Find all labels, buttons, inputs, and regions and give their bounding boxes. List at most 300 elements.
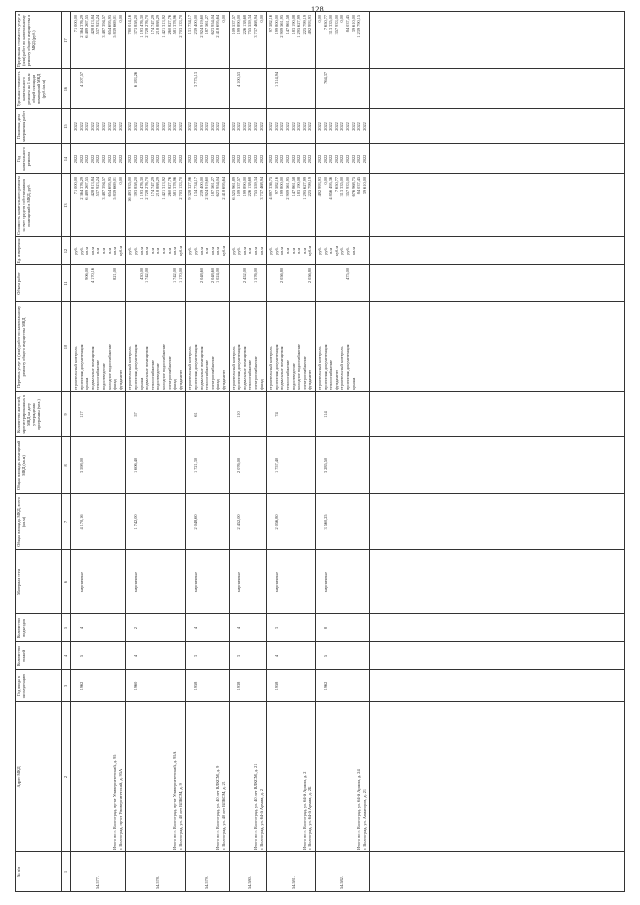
record-specific-cost: 764,37 [322, 72, 328, 84]
work-unit: кв.м [84, 247, 90, 255]
work-end-year: 2022 [258, 122, 264, 131]
work-end-year: 2022 [95, 122, 101, 131]
column-header: Стоимость капитального ремонта за счет средств собственников помещений в МКД, руб. [16, 176, 31, 235]
work-limit: 2 703 133,70 [177, 15, 183, 38]
work-year: 2022 [307, 154, 313, 164]
column-rule [15, 11, 625, 12]
column-rule [15, 641, 625, 642]
work-unit: п.м [328, 247, 334, 255]
record-address: г. Волгоград, пр-кт Университетский, д. 95А [117, 768, 123, 850]
work-year: 2022 [361, 154, 367, 164]
work-end-year: 2022 [187, 122, 193, 131]
work-unit: кв.м [279, 247, 285, 255]
work-name: строительный контроль [127, 346, 133, 390]
work-unit: руб. [230, 247, 236, 255]
record-material: кирпичные [193, 571, 198, 593]
work-end-year: 2022 [290, 122, 296, 131]
record-rule [369, 12, 370, 892]
work-limit: 147 861,58 [285, 15, 290, 35]
work-year: 2022 [112, 154, 118, 164]
work-limit: 6 489 267,55 [84, 15, 90, 38]
work-volume: 1 576,00 [253, 268, 258, 284]
work-name: водоотведение [101, 363, 106, 390]
record-area-premises: 1 606,40 [133, 457, 138, 474]
column-number: 14 [63, 156, 68, 162]
record-year: 1962 [78, 681, 84, 691]
work-year: 2022 [149, 154, 155, 164]
work-volume: 2 056,80 [307, 268, 313, 284]
work-unit: п.м [166, 247, 172, 255]
work-end-year: 2022 [328, 122, 334, 131]
work-cost: 199 890,00 [241, 177, 247, 197]
work-name: строительный контроль [268, 346, 274, 390]
work-limit: 2 909 561,95 [279, 15, 285, 38]
column-header: Год ввода в эксплуатацию [16, 673, 26, 699]
record-total-line: Итого по г. Волгоград, ул. 64-й Армии, д. 24 [356, 769, 362, 850]
work-name: проектная документация [236, 344, 242, 390]
work-limit: 174 747,29 [149, 15, 155, 35]
work-limit: 2 364 376,29 [78, 15, 84, 38]
work-end-year: 2022 [101, 122, 106, 131]
column-header: Материал стен [16, 569, 21, 595]
work-cost: 492 993,93 [317, 177, 322, 197]
work-cost: 9 328 327,96 [187, 177, 193, 200]
work-name: строительный контроль [230, 346, 236, 390]
record-specific-cost: 1 314,94 [273, 72, 279, 88]
work-name: фундамент [307, 369, 313, 390]
work-unit: руб. [236, 247, 242, 255]
work-year: 2022 [317, 154, 322, 164]
work-cost: 39 610,00 [361, 177, 367, 195]
record-area-premises: 2 076,00 [236, 457, 242, 474]
record-total-line: Итого по г. Волгоград, пр-кт Университетский, д. 95А [172, 751, 178, 850]
work-unit: кв.м [258, 247, 264, 255]
work-year: 2022 [221, 154, 226, 164]
work-end-year: 2022 [333, 122, 339, 131]
work-limit: 5 839 669,01 [112, 15, 118, 38]
work-year: 2022 [290, 154, 296, 164]
work-limit: 187 561,27 [204, 15, 210, 35]
work-year: 2022 [253, 154, 258, 164]
column-header: Плановая дата завершения работ [16, 110, 26, 143]
column-rule [15, 549, 625, 550]
work-volume: 1 170,00 [177, 268, 183, 284]
record-residents: 57 [133, 412, 138, 417]
work-unit: куб.м [117, 245, 123, 257]
work-year: 2022 [101, 154, 106, 164]
work-limit: 492 993,93 [307, 15, 313, 35]
work-unit: кв.м [350, 247, 356, 255]
work-cost: 428 813,84 [89, 177, 95, 197]
work-end-year: 2022 [117, 122, 123, 131]
work-name: теплоснабжение [95, 359, 101, 390]
record-area-premises: 1 757,40 [273, 457, 279, 474]
work-cost: 4 897 336,75 [268, 177, 274, 200]
work-limit: 755 559,34 [247, 15, 253, 35]
work-cost: 16 493 935,00 [127, 177, 133, 202]
work-end-year: 2022 [230, 122, 236, 131]
work-cost: 134 734,17 [193, 177, 198, 197]
work-year: 2022 [133, 154, 138, 164]
column-rule [15, 613, 625, 614]
work-limit: 225 799,19 [301, 15, 307, 35]
work-limit: 199 800,00 [273, 15, 279, 35]
work-name: подвальные помещения [241, 346, 247, 390]
work-name: строительный контроль [317, 346, 322, 390]
record-total-line: Итого по г. Волгоград, пр-кт Университетский, д. 95 [112, 754, 118, 850]
work-name: проектная документация [273, 344, 279, 390]
column-number: 17 [63, 38, 68, 43]
work-limit: 2 418 695,64 [215, 15, 221, 38]
work-name: электроснабжение [166, 356, 172, 390]
work-year: 2022 [193, 154, 198, 164]
record-rule [266, 12, 267, 892]
work-year: 2022 [198, 154, 204, 164]
work-end-year: 2022 [350, 122, 356, 131]
work-limit: 0,00 [221, 15, 226, 23]
work-year: 2022 [204, 154, 210, 164]
work-unit: п.м [106, 247, 112, 255]
work-name: теплоснабжение [285, 359, 290, 390]
work-unit: кв.м [198, 247, 204, 255]
work-cost: 654 695,95 [106, 177, 112, 197]
work-end-year: 2022 [221, 122, 226, 131]
work-name: крыша [350, 377, 356, 390]
work-name: подвальные помещения [144, 346, 150, 390]
row-rule [61, 12, 62, 892]
record-material: кирпичные [322, 571, 328, 593]
work-unit: руб. [317, 247, 322, 255]
work-year: 2022 [273, 154, 279, 164]
record-year: 1960 [133, 681, 138, 691]
work-limit: 1 421 313,92 [161, 15, 166, 38]
work-year: 2022 [78, 154, 84, 164]
work-end-year: 2022 [127, 122, 133, 131]
record-area-total: 2 048,60 [193, 514, 198, 530]
work-year: 2022 [333, 154, 339, 164]
work-name: электроснабжение [209, 356, 215, 390]
work-end-year: 2022 [356, 122, 362, 131]
work-cost: 7 650,77 [333, 177, 339, 193]
work-name: строительный контроль [339, 346, 345, 390]
work-volume: 4 170,16 [89, 268, 95, 284]
work-name: проектная документация [133, 344, 138, 390]
work-volume: 475,00 [345, 268, 350, 280]
column-rule [15, 493, 625, 494]
record-area-total: 2 452,00 [236, 514, 242, 530]
work-name: теплоснабжение [149, 359, 155, 390]
work-cost: 623 954,04 [215, 177, 221, 197]
column-number: 11 [63, 281, 68, 286]
work-limit: 623 954,04 [209, 15, 215, 35]
work-cost: 226 138,68 [247, 177, 253, 197]
work-name: проектная документация [193, 344, 198, 390]
work-limit: 0,00 [317, 15, 322, 23]
work-end-year: 2022 [133, 122, 138, 131]
record-entrances: 4 [78, 626, 84, 630]
record-residents: 61 [193, 412, 198, 417]
work-unit: куб.м [221, 245, 226, 257]
record-number: 54.579. [204, 876, 210, 889]
work-limit: 654 695,95 [106, 15, 112, 35]
work-unit: руб. [345, 247, 350, 255]
work-cost: 2 703 133,70 [177, 177, 183, 200]
work-name: водоотведение [290, 363, 296, 390]
work-cost: 4 856 495,36 [328, 177, 334, 200]
work-end-year: 2022 [166, 122, 172, 131]
work-year: 2022 [161, 154, 166, 164]
work-cost: 187 561,27 [209, 177, 215, 197]
work-end-year: 2022 [112, 122, 118, 131]
work-unit: кв.м [241, 247, 247, 255]
work-cost: 225 799,19 [307, 177, 313, 197]
record-specific-cost: 4 107,57 [78, 72, 84, 88]
column-number: 5 [63, 626, 68, 630]
work-year: 2022 [301, 154, 307, 164]
work-name: фундамент [221, 369, 226, 390]
work-name: подвальные помещения [279, 346, 285, 390]
column-number: 6 [63, 580, 68, 584]
work-unit: руб. [127, 247, 133, 255]
work-cost: 6 525 961,89 [230, 177, 236, 200]
column-rule [15, 436, 625, 437]
work-end-year: 2022 [322, 122, 328, 131]
work-end-year: 2022 [345, 122, 350, 131]
record-entrances: 8 [322, 626, 328, 630]
work-name: подвальные помещения [198, 346, 204, 390]
work-unit: п.м [101, 247, 106, 255]
work-year: 2022 [95, 154, 101, 164]
work-limit: 199 890,00 [236, 15, 242, 35]
work-cost: 84 037,45 [356, 177, 362, 195]
work-unit: руб. [268, 247, 274, 255]
work-cost: 2 924 919,60 [204, 177, 210, 200]
column-rule [15, 701, 625, 702]
work-cost: 0,00 [322, 177, 328, 185]
work-limit: 1 193 476,30 [138, 15, 144, 38]
work-unit: п.м [155, 247, 161, 255]
record-total-line: Итого по г. Волгоград, ул. 40 лет ВЛКСМ, д. 21 [253, 763, 258, 850]
work-cost: 174 747,29 [149, 177, 155, 197]
work-limit: 3 737 468,94 [253, 15, 258, 38]
work-cost: 581 378,96 [172, 177, 178, 197]
work-volume: 2 056,80 [279, 268, 285, 284]
work-limit: 131 734,17 [187, 15, 193, 35]
work-name: фундамент [177, 369, 183, 390]
record-number: 54.582. [339, 876, 345, 889]
work-name: теплоснабжение [247, 359, 253, 390]
work-cost: 537 923,24 [95, 177, 101, 197]
row-rule [70, 12, 71, 892]
rotated-register-table [15, 12, 625, 892]
work-volume: 2 048,60 [209, 268, 215, 284]
record-number: 54.577. [95, 876, 101, 889]
work-end-year: 2022 [106, 122, 112, 131]
work-name: строительный контроль [187, 346, 193, 390]
work-limit: 183 190,08 [290, 15, 296, 35]
record-material: кирпичные [133, 571, 138, 593]
work-volume: 2 048,60 [198, 268, 204, 284]
work-end-year: 2022 [279, 122, 285, 131]
work-cost: 3 487 394,57 [101, 177, 106, 200]
work-year: 2022 [215, 154, 221, 164]
work-end-year: 2022 [253, 122, 258, 131]
work-limit: 0,00 [339, 15, 345, 23]
work-unit: куб.м [177, 245, 183, 257]
work-limit: 780 014,16 [127, 15, 133, 35]
column-header: Предельная стоимость услуг и (или) работ по капитальному ремонту общего имущества в МКД (руб.) [16, 13, 36, 68]
work-unit: кв.м [209, 247, 215, 255]
page-number: 128 [311, 5, 324, 14]
record-floors: 3 [236, 654, 242, 658]
record-area-total: 3 560,25 [322, 514, 328, 530]
record-residents: 114 [322, 411, 328, 418]
work-limit: 84 037,45 [345, 15, 350, 33]
work-cost: 357 933,00 [345, 177, 350, 197]
work-cost: 199 800,00 [279, 177, 285, 197]
work-unit: п.м [247, 247, 253, 255]
record-area-premises: 3 285,50 [322, 457, 328, 474]
work-unit: руб. [73, 247, 78, 255]
work-cost: 0,00 [117, 177, 123, 185]
work-limit: 313 335,00 [328, 15, 334, 35]
work-volume: 1 742,00 [144, 268, 150, 284]
record-year: 1958 [273, 681, 279, 691]
work-unit: куб.м [307, 245, 313, 257]
work-name: проектная документация [322, 344, 328, 390]
work-cost: 2 418 695,64 [221, 177, 226, 200]
record-year: 1962 [322, 681, 328, 691]
column-number: 1 [63, 870, 68, 874]
work-name: теплоснабжение [328, 359, 334, 390]
work-end-year: 2022 [155, 122, 161, 131]
work-name: фасад [172, 379, 178, 390]
work-year: 2022 [177, 154, 183, 164]
work-limit: 357 933,00 [333, 15, 339, 35]
work-end-year: 2022 [247, 122, 253, 131]
work-end-year: 2022 [172, 122, 178, 131]
work-limit: 260 827,76 [166, 15, 172, 35]
work-year: 2022 [296, 154, 302, 164]
work-cost: 71 000,00 [73, 177, 78, 195]
record-address: г. Волгоград, ул. 40 лет ВЛКСМ, д. 9 [177, 783, 183, 850]
work-name: проектная документация [78, 344, 84, 390]
column-number: 9 [63, 413, 68, 416]
work-name: холодное водоснабжение [296, 344, 302, 390]
work-cost: 2 728 276,70 [144, 177, 150, 200]
column-number: 2 [63, 775, 68, 779]
work-end-year: 2022 [177, 122, 183, 131]
work-year: 2022 [247, 154, 253, 164]
work-unit: кв.м [172, 247, 178, 255]
work-name: крыша [84, 377, 90, 390]
work-year: 2022 [322, 154, 328, 164]
work-unit: п.м [296, 247, 302, 255]
work-end-year: 2022 [241, 122, 247, 131]
work-cost: 97 582,16 [273, 177, 279, 195]
record-address: г. Волгоград, ул. Авиаторов, д. 21 [361, 788, 367, 850]
work-name: фасад [112, 379, 118, 390]
work-cost: 1 193 476,30 [138, 177, 144, 200]
work-name: электроснабжение [253, 356, 258, 390]
column-header: Ед. измерения [16, 238, 21, 264]
work-year: 2022 [339, 154, 345, 164]
work-unit: п.м [285, 247, 290, 255]
work-year: 2022 [209, 154, 215, 164]
work-unit: п.м [149, 247, 155, 255]
work-cost: 1 295 627,99 [301, 177, 307, 200]
work-unit: руб. [322, 247, 328, 255]
work-end-year: 2022 [89, 122, 95, 131]
column-header: № п/п [16, 866, 21, 878]
record-entrances: 3 [273, 626, 279, 630]
work-end-year: 2022 [161, 122, 166, 131]
record-total-line: Итого по г. Волгоград, ул. 64-й Армии, д. 2 [301, 771, 307, 850]
work-cost: 755 559,34 [253, 177, 258, 197]
work-limit: 97 582,16 [268, 15, 274, 33]
work-end-year: 2022 [285, 122, 290, 131]
work-unit: кв.м [112, 247, 118, 255]
column-rule [15, 669, 625, 670]
column-number: 7 [63, 520, 68, 524]
work-limit: 239 400,00 [193, 15, 198, 35]
work-cost: 183 190,08 [296, 177, 302, 197]
record-specific-cost: 3 775,13 [193, 72, 198, 88]
record-entrances: 2 [133, 626, 138, 630]
work-end-year: 2022 [301, 122, 307, 131]
work-unit: руб. [187, 247, 193, 255]
work-cost: 239 400,00 [198, 177, 204, 197]
record-residents: 117 [78, 411, 84, 418]
work-limit: 3 487 394,57 [101, 15, 106, 38]
work-limit: 2 924 919,60 [198, 15, 204, 38]
work-end-year: 2022 [273, 122, 279, 131]
work-end-year: 2022 [193, 122, 198, 131]
work-volume: 1 742,00 [172, 268, 178, 284]
record-floors: 4 [273, 654, 279, 658]
work-name: фундамент [117, 369, 123, 390]
record-floors: 5 [322, 654, 328, 658]
record-year: 1958 [193, 681, 198, 691]
work-end-year: 2022 [84, 122, 90, 131]
work-end-year: 2022 [204, 122, 210, 131]
column-number: 3 [63, 684, 68, 688]
work-year: 2022 [350, 154, 356, 164]
record-number: 54.580. [247, 876, 253, 889]
work-end-year: 2022 [138, 122, 144, 131]
record-rule [125, 12, 126, 892]
record-total-line: Итого по г. Волгоград, ул. 40 лет ВЛКСМ, д. 9 [215, 765, 221, 850]
work-limit: 7 650,77 [322, 15, 328, 31]
work-limit: 581 378,96 [172, 15, 178, 35]
work-name: строительный контроль [73, 346, 78, 390]
record-floors: 3 [193, 654, 198, 658]
work-name: крыша [138, 377, 144, 390]
row-rule [624, 12, 625, 892]
record-entrances: 4 [193, 626, 198, 630]
record-number: 54.578. [155, 876, 161, 889]
work-unit: руб. [193, 247, 198, 255]
work-name: фасад [258, 379, 264, 390]
work-year: 2022 [73, 154, 78, 164]
record-floors: 4 [133, 654, 138, 658]
work-limit: 0,00 [258, 15, 264, 23]
column-header: Количество этажей [16, 645, 26, 667]
work-limit: 1 239 790,15 [356, 15, 362, 38]
record-material: кирпичные [273, 571, 279, 593]
work-year: 2022 [328, 154, 334, 164]
record-address: г. Волгоград, ул. 40 лет ВЛКСМ, д. 21 [221, 781, 226, 850]
